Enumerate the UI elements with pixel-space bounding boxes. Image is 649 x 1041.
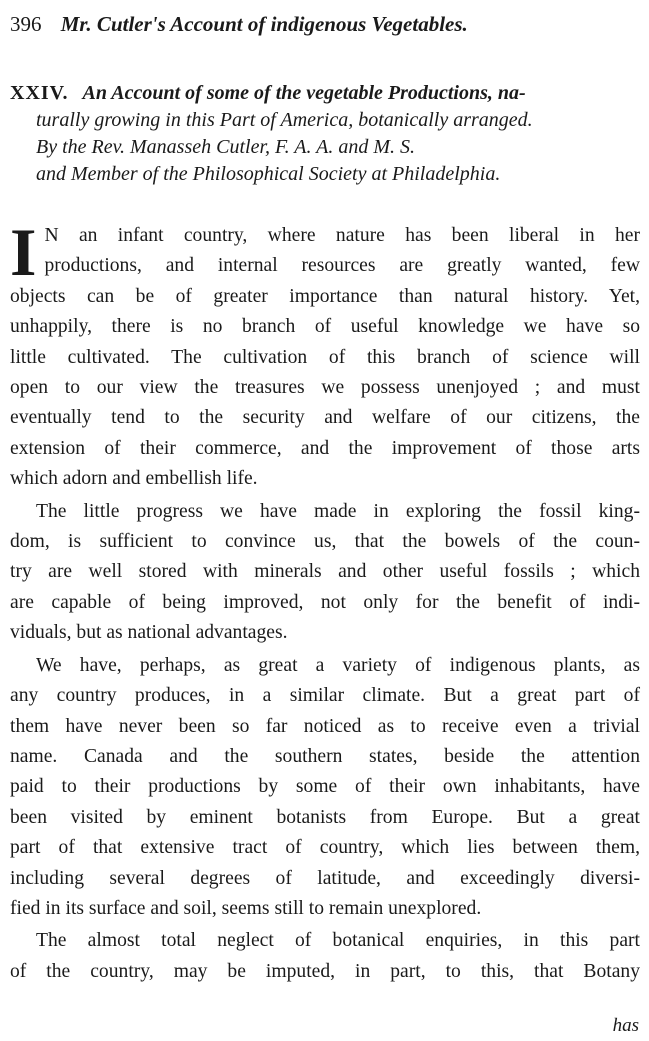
title-line-1 <box>10 80 640 107</box>
body-text <box>10 214 640 989</box>
text-line: which adorn and embellish life. <box>10 468 258 490</box>
page-number: 396 <box>10 12 42 36</box>
article-title <box>10 80 640 188</box>
text-line: dom, is sufficient to convince us, that the bowels of the coun- <box>10 531 640 553</box>
catchword: has <box>612 1015 639 1036</box>
title-line-4: and Member of the Philosophical Society at Philadelphia. <box>36 163 501 185</box>
text-line: paid to their productions by some of their own inhabitants, have <box>10 776 640 798</box>
text-line: name. Canada and the southern states, beside the attention <box>10 745 640 767</box>
running-title: Mr. Cutler's Account of indigenous Vegetables. <box>60 12 468 36</box>
paragraph-3 <box>10 651 640 925</box>
text-line: unhappily, there is no branch of useful knowledge we have so <box>10 316 640 338</box>
text-line: eventually tend to the security and welfare of our citizens, the <box>10 407 640 429</box>
title-line-3: By the Rev. Manasseh Cutler, F. A. A. and M. S. <box>36 136 416 158</box>
running-header <box>10 12 468 37</box>
paragraph-4 <box>10 926 640 987</box>
text-line: The little progress we have made in exploring the fossil king- <box>36 500 640 522</box>
text-line: open to our view the treasures we possess unenjoyed ; and must <box>10 377 640 399</box>
text-line: objects can be of greater importance than natural history. Yet, <box>10 285 640 307</box>
text-line: fied in its surface and soil, seems still to remain unexplored. <box>10 897 482 919</box>
text-line: We have, perhaps, as great a variety of indigenous plants, as <box>36 654 640 676</box>
text-line: N an infant country, where nature has been liberal in her <box>44 225 640 246</box>
text-line: are capable of being improved, not only for the benefit of indi- <box>10 591 640 613</box>
text-line: viduals, but as national advantages. <box>10 622 288 644</box>
paragraph-1 <box>10 214 640 495</box>
text-line: part of that extensive tract of country, which lies between them, <box>10 837 640 859</box>
text-line: been visited by eminent botanists from Europe. But a great <box>10 806 640 828</box>
text-line: extension of their commerce, and the improvement of those arts <box>10 437 640 459</box>
drop-cap: I <box>10 214 37 290</box>
text-line: productions, and internal resources are greatly wanted, few <box>44 255 640 277</box>
text-line: The almost total neglect of botanical enquiries, in this part <box>36 930 640 952</box>
text-line: them have never been so far noticed as to receive even a trivial <box>10 715 640 737</box>
text-line: try are well stored with minerals and other useful fossils ; which <box>10 561 640 583</box>
text-line: including several degrees of latitude, and exceedingly diversi- <box>10 867 640 889</box>
article-number: XXIV. <box>10 82 69 104</box>
title-line-2: turally growing in this Part of America, botanically arranged. <box>36 109 533 131</box>
text-line: of the country, may be imputed, in part, to this, that Botany <box>10 960 640 982</box>
text-line: little cultivated. The cultivation of this branch of science will <box>10 346 640 368</box>
title-text-1: An Account of some of the vegetable Productions, na- <box>82 82 526 104</box>
text-line: any country produces, in a similar climate. But a great part of <box>10 685 640 707</box>
paragraph-2 <box>10 497 640 649</box>
